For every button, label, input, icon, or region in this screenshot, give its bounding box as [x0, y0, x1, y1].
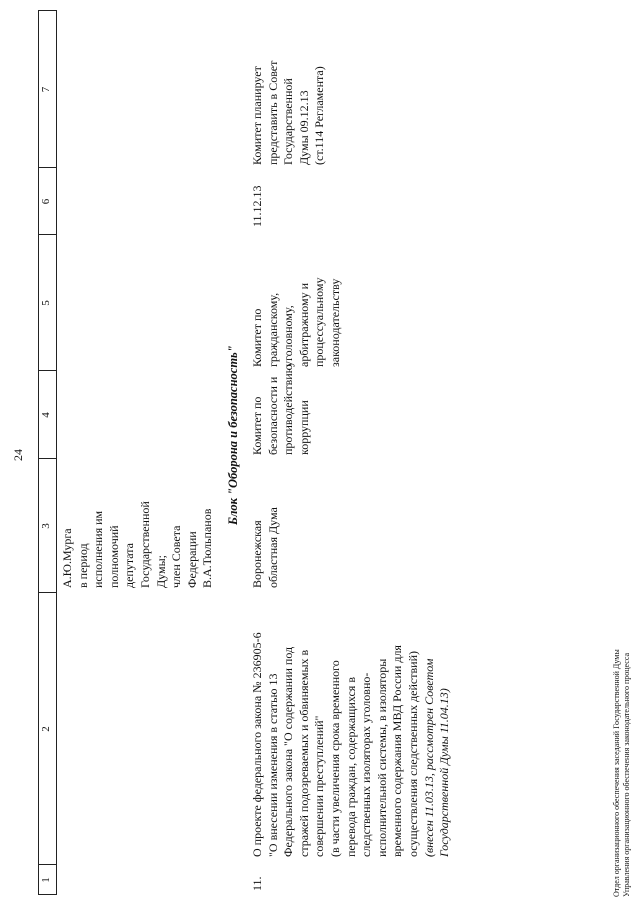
- text-line: член Совета: [169, 525, 184, 588]
- text-line: Думы 09.12.13: [296, 90, 311, 165]
- column-header-1: 1: [40, 877, 52, 883]
- responsible-committee: [250, 364, 312, 455]
- text-line: 11.12.13: [250, 185, 264, 227]
- co-executor-committee: [250, 278, 344, 367]
- text-line: Федерации: [184, 531, 199, 588]
- text-line: противодействию: [281, 364, 296, 455]
- text-line: (в части увеличения срока временного: [327, 660, 342, 857]
- bill-description: [250, 632, 453, 857]
- header-bottom-rule: [56, 10, 57, 895]
- column-header-5: 5: [40, 300, 52, 306]
- text-line: "О внесении изменения в статью 13: [265, 673, 280, 857]
- row-number: 11.: [250, 876, 264, 891]
- text-line: представить в Совет: [265, 60, 280, 165]
- text-line: процессуальному: [312, 277, 327, 367]
- text-line: законодательству: [327, 278, 342, 367]
- column-header-2: 2: [40, 726, 52, 732]
- text-line: О проекте федерального закона № 236905-6: [250, 632, 264, 857]
- text-line: Комитет планирует: [250, 66, 264, 165]
- column-header-6: 6: [40, 198, 52, 205]
- note: [250, 61, 328, 165]
- text-line: арбитражному и: [296, 282, 311, 367]
- text-line: (ст.114 Регламента): [312, 66, 327, 165]
- header-top-rule: [38, 10, 39, 895]
- text-line: Федерального закона "О содержании под: [281, 646, 296, 857]
- text-line: Комитет по: [250, 308, 264, 367]
- text-line: Комитет по: [250, 396, 264, 455]
- text-line: областная Дума: [265, 507, 280, 588]
- initiator: [250, 507, 281, 588]
- column-header-4: 4: [40, 412, 52, 418]
- text-line-italic: (внесен 11.03.13, рассмотрен Советом: [421, 658, 436, 857]
- text-line: Государственной: [137, 501, 152, 588]
- text-line: Государственной: [281, 78, 296, 165]
- text-line: Воронежская: [250, 520, 264, 588]
- section-title: Блок "Оборона и безопасность": [226, 345, 240, 525]
- text-line: перевода граждан, содержащихся в: [343, 677, 358, 857]
- footer-line: Отдел организационного обеспечения заседаний Государственной Думы: [612, 649, 621, 897]
- footer: [612, 649, 632, 897]
- text-line: Думы;: [153, 554, 168, 588]
- text-line: исполнения им: [91, 510, 106, 588]
- column-header-7: 7: [40, 86, 52, 93]
- date: [250, 185, 266, 227]
- text-line: в период: [75, 543, 90, 588]
- page-number: 24: [11, 449, 25, 461]
- text-line: безопасности и: [265, 376, 280, 455]
- text-line: уголовному,: [281, 305, 296, 367]
- text-line: В.А.Тюльпанов: [200, 508, 215, 588]
- text-line: коррупции: [296, 400, 311, 455]
- text-line: осуществления следственных действий): [405, 650, 420, 857]
- text-line: депутата: [122, 543, 137, 588]
- text-line: А.Ю.Мурга: [60, 528, 74, 588]
- text-line: исполнительной системы, в изоляторы: [374, 658, 389, 857]
- text-line: временного содержания МВД России для: [390, 645, 405, 857]
- column-header-3: 3: [40, 523, 52, 529]
- text-line: следственных изоляторах уголовно-: [359, 672, 374, 857]
- carryover-col3: [60, 501, 216, 588]
- text-line: совершении преступлений": [312, 715, 327, 857]
- text-line: полномочий: [106, 525, 121, 588]
- text-line: гражданскому,: [265, 292, 280, 367]
- text-line: стражей подозреваемых и обвиняемых в: [296, 649, 311, 857]
- footer-line: Управления организационного обеспечения законодательного процесса: [622, 652, 631, 897]
- text-line-italic: Государственной Думы 11.04.13): [437, 688, 452, 857]
